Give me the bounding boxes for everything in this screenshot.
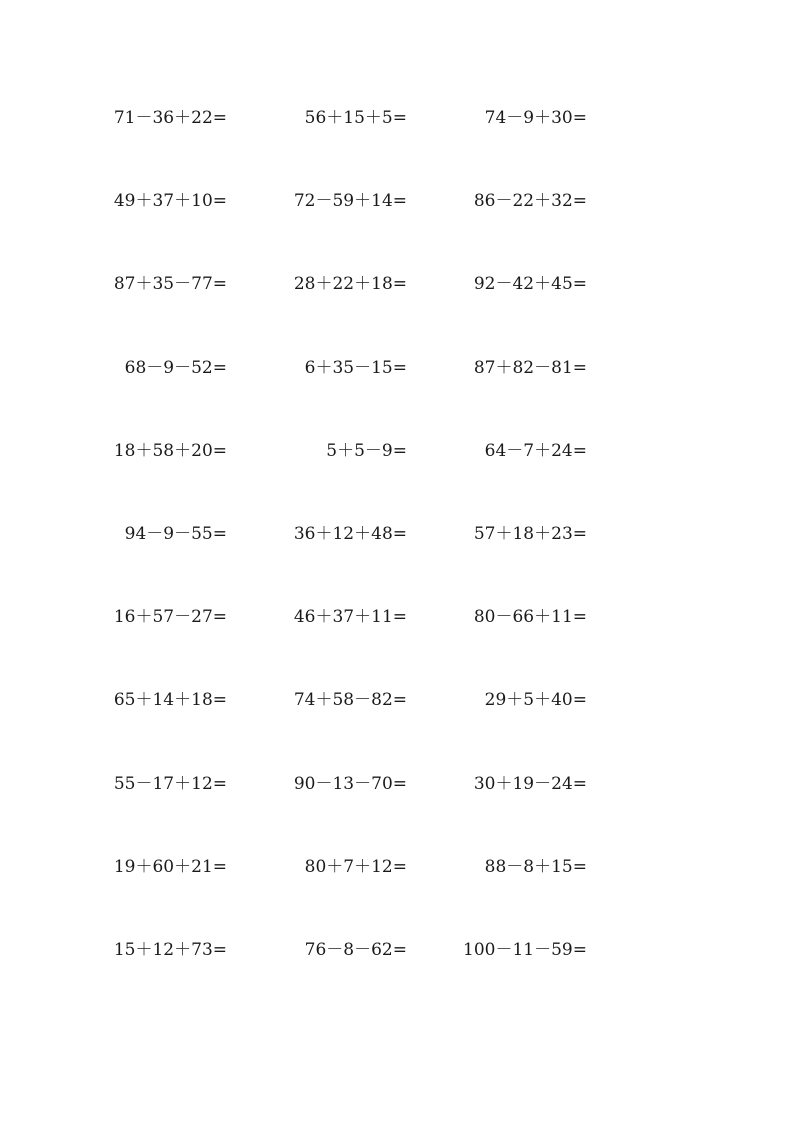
math-problem: 80＋7＋12= [304,856,407,877]
math-problem: 88－8＋15= [484,856,587,877]
math-problem: 28＋22＋18= [293,274,407,295]
math-problem: 76－8－62= [304,939,407,960]
problem-row [0,686,794,769]
math-problem: 86－22＋32= [473,191,587,212]
math-problem: 57＋18＋23= [473,523,587,544]
math-problem: 19＋60＋21= [113,856,227,877]
math-problem: 55－17＋12= [113,773,227,794]
math-problem: 74＋58－82= [293,690,407,711]
math-problem: 68－9－52= [124,357,227,378]
math-problem: 16＋57－27= [113,607,227,628]
math-problem: 18＋58＋20= [113,440,227,461]
math-problem: 74－9＋30= [484,108,587,128]
math-problem: 64－7＋24= [484,440,587,461]
problem-row [0,437,794,520]
math-problem: 49＋37＋10= [113,191,227,212]
math-problem: 30＋19－24= [473,773,587,794]
problem-row [0,104,794,187]
math-problem: 56＋15＋5= [304,108,407,128]
math-problem: 100－11－59= [463,939,587,960]
math-problem: 6＋35－15= [304,357,407,378]
math-problem: 94－9－55= [124,523,227,544]
problem-row [0,853,794,936]
math-problem: 72－59＋14= [293,191,407,212]
math-problem: 29＋5＋40= [484,690,587,711]
math-problem: 80－66＋11= [473,607,587,628]
problem-grid [0,104,794,1019]
math-problem: 46＋37＋11= [293,607,407,628]
problem-row [0,603,794,686]
problem-row [0,354,794,437]
problem-row [0,270,794,353]
problem-row [0,187,794,270]
math-problem: 71－36＋22= [113,108,227,128]
math-problem: 36＋12＋48= [293,523,407,544]
problem-row [0,520,794,603]
math-problem: 87＋35－77= [113,274,227,295]
math-problem: 5＋5－9= [326,440,407,461]
math-problem: 90－13－70= [293,773,407,794]
problem-row [0,770,794,853]
problem-row [0,936,794,1019]
math-problem: 15＋12＋73= [113,939,227,960]
math-problem: 92－42＋45= [473,274,587,295]
math-problem: 65＋14＋18= [113,690,227,711]
math-problem: 87＋82－81= [473,357,587,378]
